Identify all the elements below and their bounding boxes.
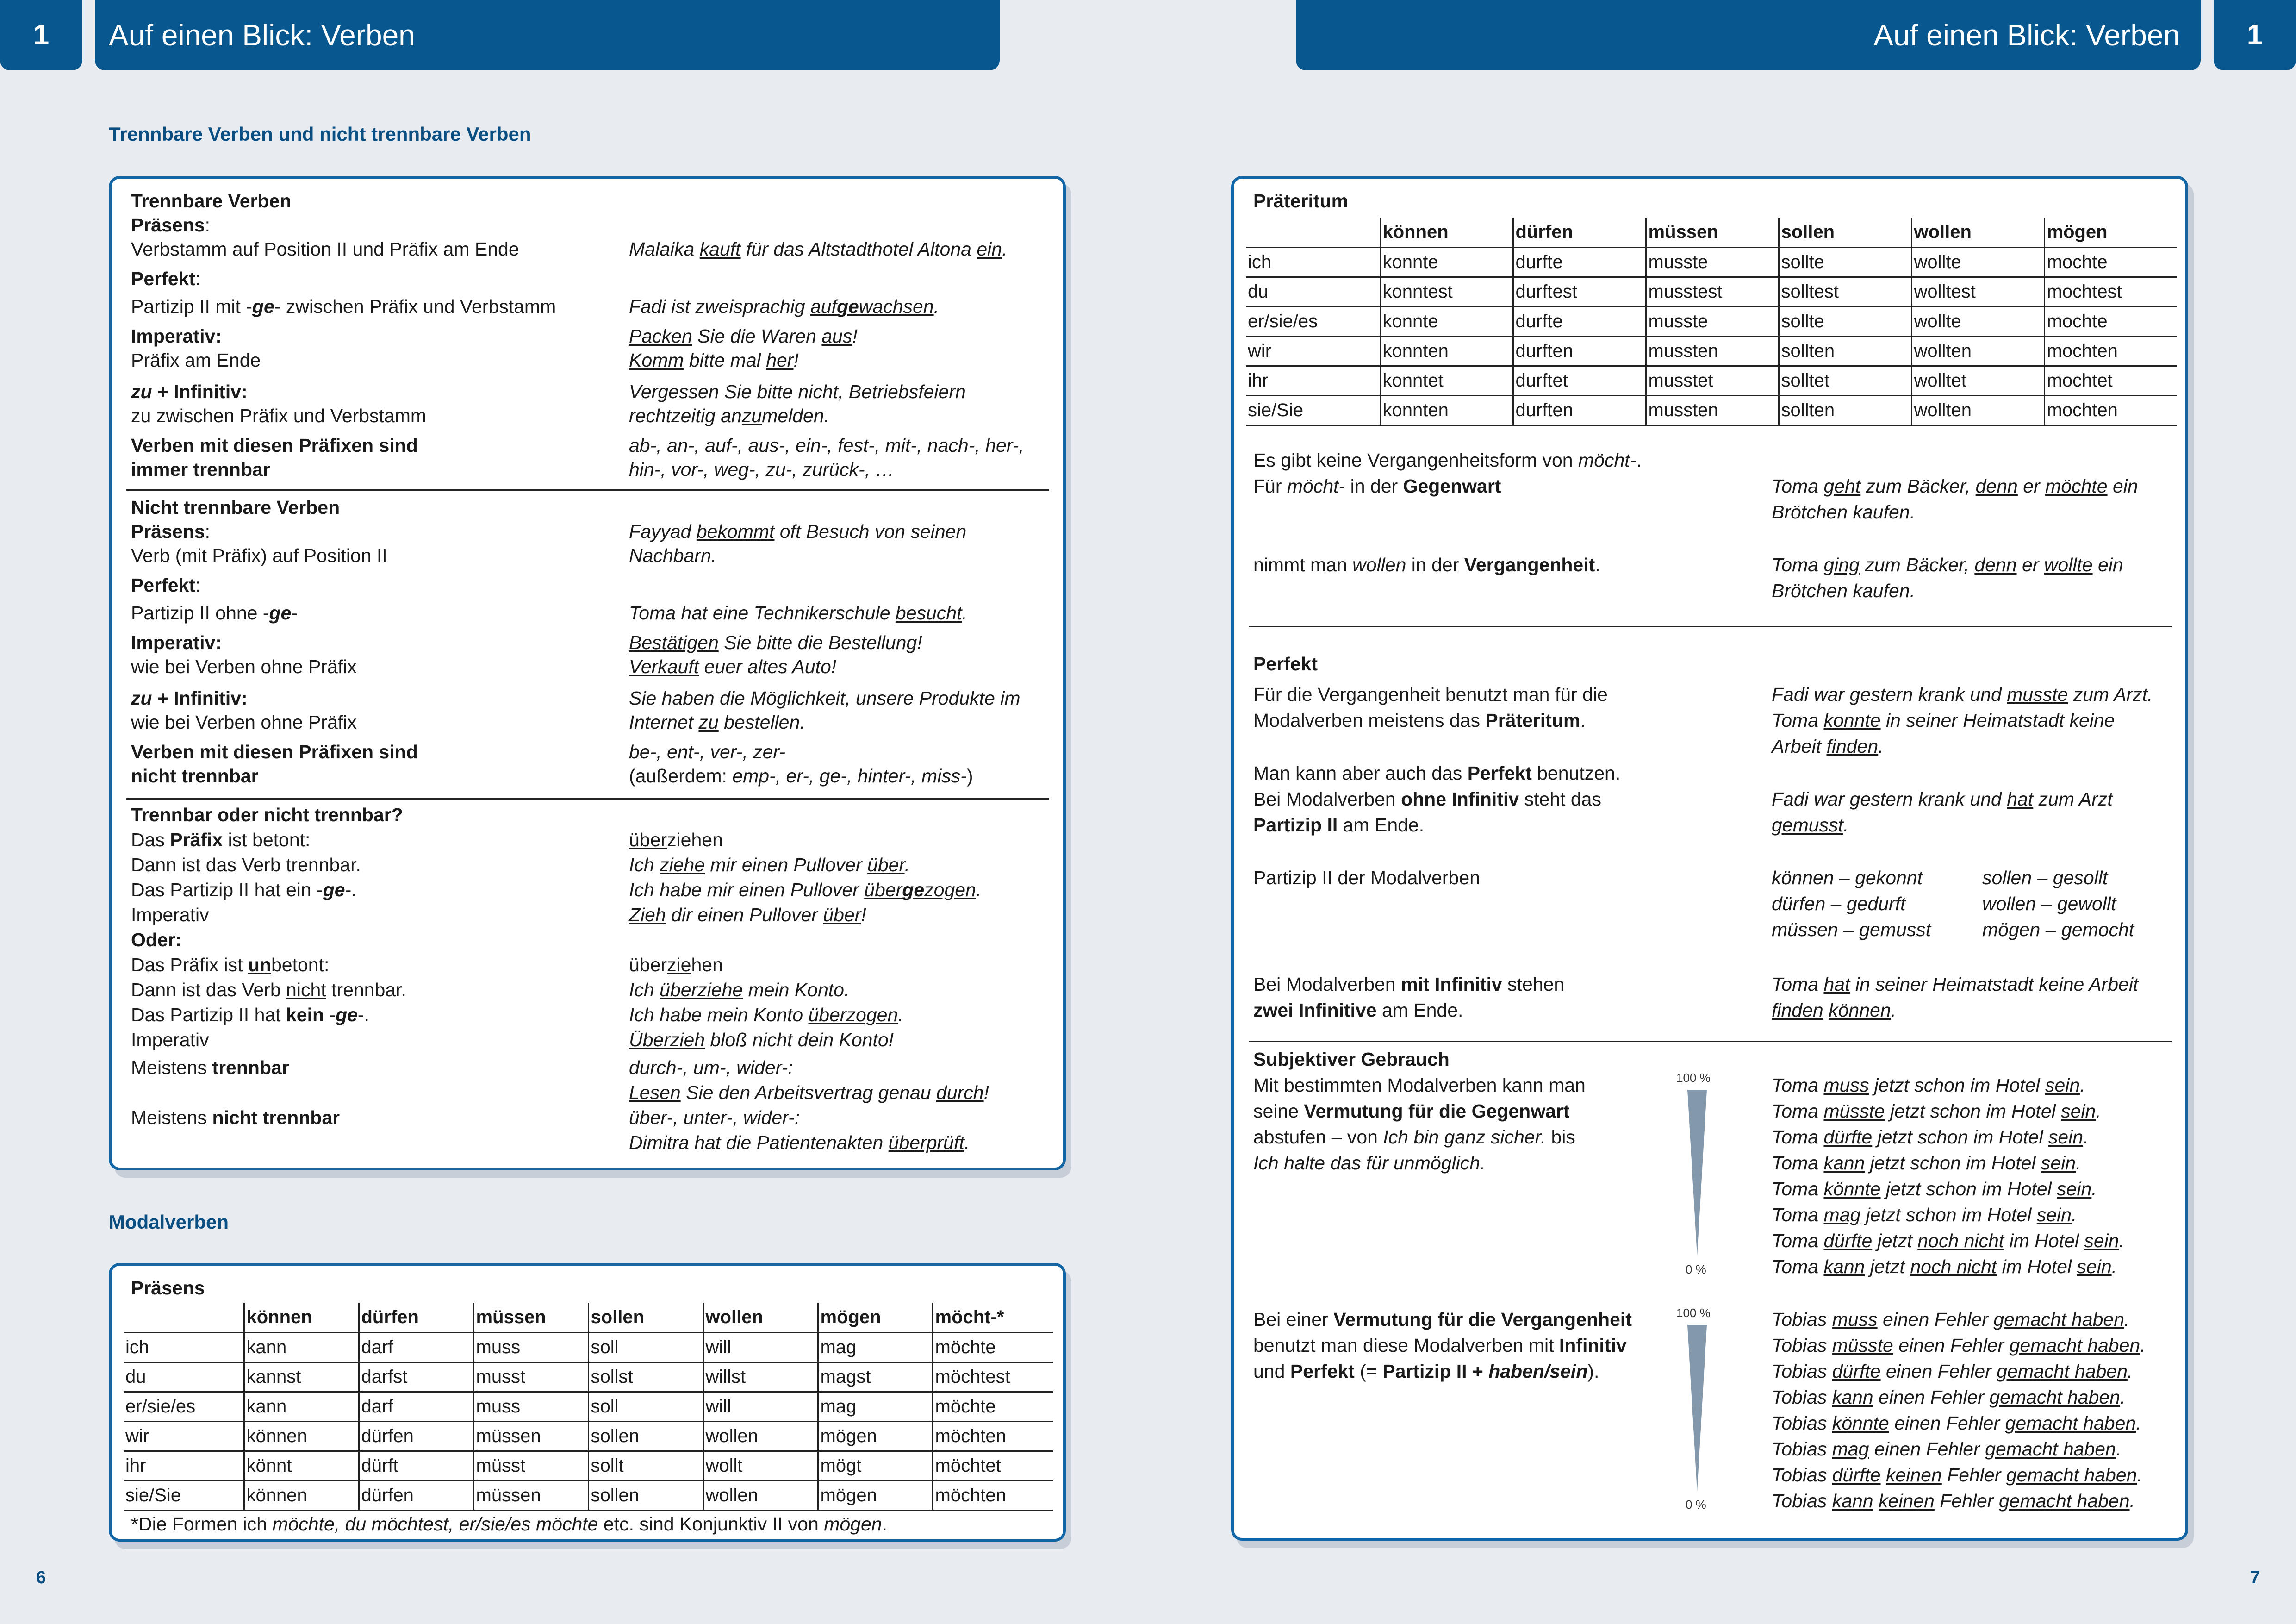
perfekt-title: Perfekt — [1253, 653, 1318, 675]
praesens-table-cell: müssen — [473, 1480, 588, 1510]
subjektiv-s4: Ich halte das für unmöglich. — [1253, 1152, 1486, 1174]
praesens-table-header-cell: wollen — [703, 1303, 818, 1332]
oder-r8: Überzieh bloß nicht dein Konto! — [629, 1029, 894, 1050]
praeteritum-table-cell: mochten — [2044, 395, 2177, 425]
example-imperativ-1: Packen Sie die Waren aus! — [629, 325, 858, 347]
praesens-table-cell: dürft — [359, 1451, 473, 1480]
label-perfekt: Perfekt — [131, 268, 196, 289]
praesens-table-cell: können — [244, 1480, 359, 1510]
praeteritum-table-header-row — [1246, 218, 2177, 247]
praeteritum-table-cell: sollten — [1779, 336, 1911, 366]
certainty-wedge-past — [1687, 1325, 1707, 1492]
oder-r7: Ich habe mein Konto überzogen. — [629, 1004, 903, 1025]
praesens-table-cell: müssen — [473, 1421, 588, 1451]
praeteritum-table-cell: mochten — [2044, 336, 2177, 366]
divider-2 — [126, 798, 1049, 800]
rule-zu-infinitiv: zu zwischen Präfix und Verbstamm — [131, 405, 427, 426]
example-sentence: Tobias dürfte keinen Fehler gemacht haben. — [1772, 1464, 2142, 1486]
oder-l7: Das Partizip II hat kein -ge-. — [131, 1004, 369, 1025]
section-title-trennbar: Trennbare Verben und nicht trennbare Verben — [109, 123, 531, 145]
praesens-table-cell: willst — [703, 1362, 818, 1392]
perfekt-p6: Partizip II der Modalverben — [1253, 867, 1480, 888]
praesens-table-cell: wollen — [703, 1480, 818, 1510]
praesens-table-row — [124, 1451, 1053, 1480]
gauge-1-bottom-label: 0 % — [1686, 1262, 1706, 1276]
moecht-ex2-2: Brötchen kaufen. — [1772, 580, 1915, 601]
partizip-sollen: sollen – gesollt — [1982, 867, 2108, 888]
praeteritum-table-cell: konntet — [1380, 366, 1513, 395]
example-sentence: Tobias dürfte einen Fehler gemacht haben. — [1772, 1361, 2133, 1382]
perfekt-p5: Partizip II am Ende. — [1253, 814, 1425, 836]
praesens-table — [124, 1303, 1053, 1511]
section-title-modalverben: Modalverben — [109, 1211, 229, 1233]
prefixes-trennbar-2: hin-, vor-, weg-, zu-, zurück-, … — [629, 459, 895, 480]
moecht-ex1-2: Brötchen kaufen. — [1772, 501, 1915, 523]
subjektiv-title: Subjektiver Gebrauch — [1253, 1049, 1450, 1070]
praesens-table-cell: sollen — [588, 1421, 703, 1451]
moecht-l1: Es gibt keine Vergangenheitsform von möcht-. — [1253, 450, 1642, 471]
praesens-table-cell: muss — [473, 1332, 588, 1362]
header-title-right: Auf einen Blick: Verben — [1873, 19, 2180, 52]
praeteritum-table-cell: konnte — [1380, 247, 1513, 277]
partizip-duerfen: dürfen – gedurft — [1772, 893, 1906, 914]
subjektiv-v2: benutzt man diese Modalverben mit Infinitiv — [1253, 1335, 1627, 1356]
label-prefixes-nt-1: Verben mit diesen Präfixen sind — [131, 741, 418, 762]
praesens-table-cell: wollen — [703, 1421, 818, 1451]
oder-l1: Das Präfix ist betont: — [131, 829, 311, 850]
subjektiv-v1: Bei einer Vermutung für die Vergangenheit — [1253, 1309, 1632, 1330]
praeteritum-table-cell: mochtest — [2044, 277, 2177, 306]
example-sentence: Tobias müsste einen Fehler gemacht haben. — [1772, 1335, 2146, 1356]
praeteritum-table-cell: mochte — [2044, 306, 2177, 336]
right-box — [1231, 176, 2188, 1541]
praeteritum-table-row — [1246, 336, 2177, 366]
label-imperativ: Imperativ: — [131, 325, 222, 347]
rule-praesens-nt: Verb (mit Präfix) auf Position II — [131, 545, 387, 566]
praeteritum-table-cell: wollten — [1911, 336, 2044, 366]
label-praesens: Präsens — [131, 214, 205, 236]
oder-l4: Imperativ — [131, 904, 209, 925]
example-sentence: Toma dürfte jetzt schon im Hotel sein. — [1772, 1126, 2089, 1148]
praesens-table-header-cell — [124, 1303, 244, 1332]
rule-praesens: Verbstamm auf Position II und Präfix am Ende — [131, 238, 519, 260]
divider-4 — [1249, 1041, 2172, 1042]
praesens-table-cell: kann — [244, 1392, 359, 1421]
praeteritum-table-header-cell: müssen — [1646, 218, 1779, 247]
partizip-muessen: müssen – gemusst — [1772, 919, 1931, 940]
moecht-ex1: Toma geht zum Bäcker, denn er möchte ein — [1772, 475, 2138, 497]
oder-r1: überziehen — [629, 829, 723, 850]
praeteritum-table-cell: wollten — [1911, 395, 2044, 425]
perfekt-x5: gemusst. — [1772, 814, 1849, 836]
prefixes-nt-1: be-, ent-, ver-, zer- — [629, 741, 785, 762]
praesens-table-header-cell: dürfen — [359, 1303, 473, 1332]
praesens-table-cell: kann — [244, 1332, 359, 1362]
gegenwart-examples — [1772, 1072, 2179, 1280]
praesens-table-cell: will — [703, 1392, 818, 1421]
subjektiv-s3: abstufen – von Ich bin ganz sicher. bis — [1253, 1126, 1575, 1148]
praesens-table-cell: du — [124, 1362, 244, 1392]
example-zu-infinitiv-1: Vergessen Sie bitte nicht, Betriebsfeiern — [629, 381, 966, 402]
praesens-table-cell: darf — [359, 1392, 473, 1421]
praeteritum-table-cell: wollte — [1911, 247, 2044, 277]
example-sentence: Tobias kann einen Fehler gemacht haben. — [1772, 1387, 2126, 1408]
oder-r4: Zieh dir einen Pullover über! — [629, 904, 866, 925]
oder-r2: Ich ziehe mir einen Pullover über. — [629, 854, 910, 875]
praesens-table-header-cell: müssen — [473, 1303, 588, 1332]
praesens-table-cell: sollst — [588, 1362, 703, 1392]
heading-trennbar-oder-nicht: Trennbar oder nicht trennbar? — [131, 804, 403, 825]
praesens-table-header-cell: mögen — [818, 1303, 933, 1332]
praesens-table-cell: ihr — [124, 1451, 244, 1480]
praesens-table-cell: will — [703, 1332, 818, 1362]
vergangenheit-examples — [1772, 1306, 2179, 1514]
praesens-table-cell: wollt — [703, 1451, 818, 1480]
praeteritum-table-header-cell: wollen — [1911, 218, 2044, 247]
page-number-left: 6 — [36, 1568, 46, 1587]
praeteritum-table-header-cell — [1246, 218, 1380, 247]
heading-trennbare-verben: Trennbare Verben — [131, 190, 292, 212]
example-zu-infinitiv-nt-1: Sie haben die Möglichkeit, unsere Produkte im — [629, 687, 1020, 709]
perfekt-x1: Fadi war gestern krank und musste zum Arzt. — [1772, 684, 2153, 705]
praesens-table-row — [124, 1332, 1053, 1362]
label-perfekt-nt: Perfekt — [131, 575, 196, 596]
praesens-table-row — [124, 1421, 1053, 1451]
praeteritum-table-cell: mussten — [1646, 336, 1779, 366]
example-zu-infinitiv-2: rechtzeitig anzumelden. — [629, 405, 830, 426]
example-sentence: Toma könnte jetzt schon im Hotel sein. — [1772, 1178, 2097, 1199]
praeteritum-table-cell: ich — [1246, 247, 1380, 277]
example-sentence: Tobias könnte einen Fehler gemacht haben. — [1772, 1412, 2141, 1434]
perfekt-p2: Modalverben meistens das Präteritum. — [1253, 710, 1586, 731]
praeteritum-table-cell: sie/Sie — [1246, 395, 1380, 425]
praeteritum-table-cell: mochtet — [2044, 366, 2177, 395]
praeteritum-table-cell: er/sie/es — [1246, 306, 1380, 336]
example-sentence: Toma mag jetzt schon im Hotel sein. — [1772, 1204, 2077, 1225]
prefixes-nt-2: (außerdem: emp-, er-, ge-, hinter-, miss-) — [629, 765, 973, 787]
praesens-table-cell: möchte — [933, 1392, 1053, 1421]
label-zu-infinitiv: zu + Infinitiv: — [131, 381, 248, 402]
praeteritum-table-cell: durfte — [1513, 247, 1646, 277]
header-bar-left — [95, 0, 1000, 70]
perfekt-p7: Bei Modalverben mit Infinitiv stehen — [1253, 974, 1565, 995]
praesens-table-cell: müsst — [473, 1451, 588, 1480]
praesens-table-cell: soll — [588, 1392, 703, 1421]
praeteritum-table-title: Präteritum — [1253, 190, 1349, 212]
subjektiv-v3: und Perfekt (= Partizip II + haben/sein). — [1253, 1361, 1599, 1382]
oder-l2: Dann ist das Verb trennbar. — [131, 854, 361, 875]
praeteritum-table-cell: musste — [1646, 247, 1779, 277]
rule-zu-infinitiv-nt: wie bei Verben ohne Präfix — [131, 712, 357, 733]
praeteritum-table-cell: durftet — [1513, 366, 1646, 395]
praesens-table-cell: ich — [124, 1332, 244, 1362]
chapter-number-right: 1 — [2214, 0, 2296, 70]
praeteritum-table-cell: musste — [1646, 306, 1779, 336]
praeteritum-table-row — [1246, 395, 2177, 425]
perfekt-x6: Toma hat in seiner Heimatstadt keine Arbeit — [1772, 974, 2139, 995]
example-sentence: Tobias kann keinen Fehler gemacht haben. — [1772, 1490, 2135, 1512]
praeteritum-table-cell: sollte — [1779, 247, 1911, 277]
perfekt-p8: zwei Infinitive am Ende. — [1253, 999, 1463, 1021]
rule-imperativ: Präfix am Ende — [131, 350, 261, 371]
praesens-table-cell: möchtet — [933, 1451, 1053, 1480]
example-praesens: Malaika kauft für das Altstadthotel Altona ein. — [629, 238, 1008, 260]
oder-r3: Ich habe mir einen Pullover übergezogen. — [629, 879, 982, 900]
praesens-table-cell: soll — [588, 1332, 703, 1362]
divider-1 — [126, 489, 1049, 491]
oder-m1: Meistens trennbar — [131, 1057, 289, 1078]
example-sentence: Toma dürfte jetzt noch nicht im Hotel sein. — [1772, 1230, 2124, 1251]
praeteritum-table-cell: du — [1246, 277, 1380, 306]
praeteritum-table-cell: solltet — [1779, 366, 1911, 395]
oder-l8: Imperativ — [131, 1029, 209, 1050]
oder-r6: Ich überziehe mein Konto. — [629, 979, 850, 1000]
example-sentence: Toma kann jetzt noch nicht im Hotel sein. — [1772, 1256, 2117, 1277]
moecht-l3: nimmt man wollen in der Vergangenheit. — [1253, 554, 1600, 575]
oder-l3: Das Partizip II hat ein -ge-. — [131, 879, 357, 900]
example-imperativ-nt-2: Verkauft euer altes Auto! — [629, 656, 837, 677]
label-prefixes-nt-2: nicht trennbar — [131, 765, 259, 787]
example-imperativ-nt-1: Bestätigen Sie bitte die Bestellung! — [629, 632, 922, 653]
oder-r10: Lesen Sie den Arbeitsvertrag genau durch! — [629, 1082, 989, 1103]
praesens-table-cell: sollt — [588, 1451, 703, 1480]
header-title-left: Auf einen Blick: Verben — [109, 19, 415, 52]
partizip-moegen: mögen – gemocht — [1982, 919, 2134, 940]
example-sentence: Tobias mag einen Fehler gemacht haben. — [1772, 1438, 2122, 1460]
oder-r11: über-, unter-, wider-: — [629, 1107, 800, 1128]
praeteritum-table-row — [1246, 277, 2177, 306]
praesens-table-cell: darfst — [359, 1362, 473, 1392]
praeteritum-table-row — [1246, 366, 2177, 395]
label-imperativ-nt: Imperativ: — [131, 632, 222, 653]
praesens-table-cell: könnt — [244, 1451, 359, 1480]
praeteritum-table-cell: musstet — [1646, 366, 1779, 395]
praeteritum-table-cell: durften — [1513, 395, 1646, 425]
praesens-table-cell: dürfen — [359, 1421, 473, 1451]
praesens-table-row — [124, 1480, 1053, 1510]
praesens-table-cell: mögen — [818, 1421, 933, 1451]
praesens-table-row — [124, 1392, 1053, 1421]
praesens-table-row — [124, 1362, 1053, 1392]
praeteritum-table-row — [1246, 306, 2177, 336]
praesens-table-cell: möchtest — [933, 1362, 1053, 1392]
praesens-table-cell: möchte — [933, 1332, 1053, 1362]
praesens-table-cell: mögt — [818, 1451, 933, 1480]
praeteritum-table-cell: solltest — [1779, 277, 1911, 306]
label-praesens-nt: Präsens — [131, 521, 205, 542]
praesens-table-cell: kannst — [244, 1362, 359, 1392]
praesens-table-header-cell: möcht-* — [933, 1303, 1053, 1332]
praesens-table-title: Präsens — [131, 1277, 205, 1299]
praesens-table-cell: wir — [124, 1421, 244, 1451]
praeteritum-table-header-cell: sollen — [1779, 218, 1911, 247]
praesens-table-cell: sollen — [588, 1480, 703, 1510]
praesens-table-cell: dürfen — [359, 1480, 473, 1510]
oder-m2: Meistens nicht trennbar — [131, 1107, 340, 1128]
praeteritum-table-cell: sollten — [1779, 395, 1911, 425]
praesens-table-cell: mag — [818, 1392, 933, 1421]
praesens-table-cell: möchten — [933, 1480, 1053, 1510]
example-perfekt: Fadi ist zweisprachig aufgewachsen. — [629, 296, 940, 317]
certainty-wedge-present — [1687, 1090, 1707, 1256]
praeteritum-table-cell: wolltest — [1911, 277, 2044, 306]
praesens-table-cell: sie/Sie — [124, 1480, 244, 1510]
praesens-table-cell: können — [244, 1421, 359, 1451]
oder-r12: Dimitra hat die Patientenakten überprüft. — [629, 1132, 970, 1153]
partizip-koennen: können – gekonnt — [1772, 867, 1923, 888]
example-praesens-nt-2: Nachbarn. — [629, 545, 717, 566]
praesens-table-cell: darf — [359, 1332, 473, 1362]
subjektiv-s1: Mit bestimmten Modalverben kann man — [1253, 1074, 1586, 1096]
example-sentence: Tobias muss einen Fehler gemacht haben. — [1772, 1309, 2130, 1330]
rule-perfekt: Partizip II mit -ge- zwischen Präfix und Verbstamm — [131, 296, 556, 317]
praesens-table-cell: magst — [818, 1362, 933, 1392]
perfekt-p4: Bei Modalverben ohne Infinitiv steht das — [1253, 788, 1601, 810]
praesens-table-cell: mögen — [818, 1480, 933, 1510]
example-perfekt-nt: Toma hat eine Technikerschule besucht. — [629, 602, 967, 624]
praeteritum-table-cell: sollte — [1779, 306, 1911, 336]
praeteritum-table-cell: konnte — [1380, 306, 1513, 336]
praesens-table-note: *Die Formen ich möchte, du möchtest, er/sie/es möchte etc. sind Konjunktiv II von mögen. — [131, 1513, 887, 1535]
praeteritum-table-cell: musstest — [1646, 277, 1779, 306]
partizip-wollen: wollen – gewollt — [1982, 893, 2116, 914]
page-number-right: 7 — [2250, 1568, 2260, 1587]
praesens-table-header-cell: sollen — [588, 1303, 703, 1332]
oder-label: Oder: — [131, 929, 182, 950]
praeteritum-table-cell: konnten — [1380, 336, 1513, 366]
perfekt-p1: Für die Vergangenheit benutzt man für die — [1253, 684, 1608, 705]
oder-l5: Das Präfix ist unbetont: — [131, 954, 330, 975]
trennbar-box: Trennbare Verben Präsens: Verbstamm auf Position II und Präfix am Ende Malaika kauft für das Altstadthotel Altona ein. Perfekt: Partizip II mit -ge- zwischen Präfix und Verbstamm Fadi ist zweisprachig aufgewachsen. Imperativ: Präfix am Ende Packen Sie die Waren aus! Komm bitte mal her! zu + Infinitiv: zu zwischen Präfix und Verbstamm Vergessen Sie bitte nicht, Betriebsfeiern rechtzeitig anzumelden. Verben mit diesen Präfixen sind immer trennbar ab-, an-, auf-, aus-, ein-, fest-, mit-, nach-, her-, hin-, vor-, weg-, zu-, zurück-, … Nicht trennbare Verben Präsens: Verb (mit Präfix) auf Position II Fayyad bekommt oft Besuch von seinen Nachbarn. Perfekt: Partizip II ohne -ge- Toma hat eine Technikerschule besucht. Imperativ: wie bei Verben ohne Präfix Bestätigen Sie bitte die Bestellung! Verkauft euer altes Auto! zu + Infinitiv: wie bei Verben ohne Präfix Sie haben die Möglichkeit, unsere Produkte im Internet zu bestellen. Verben mit diesen Präfixen sind nicht trennbar be-, ent-, ver-, zer- (außerdem: emp-, er-, ge-, hinter-, miss-) Trennbar oder nicht trennbar? Das Präfix ist betont: Dann ist das Verb trennbar. Das Partizip II hat ein -ge-. Imperativ Oder: Das Präfix ist unbetont: Dann ist das Verb nicht trennbar. Das Partizip II hat kein -ge-. Imperativ Meistens trennbar Meistens nicht trennbar überziehen Ich ziehe mir einen Pullover über. Ich habe mir einen Pullover übergezogen. Zieh dir einen Pullover über! überziehen Ich überziehe mein Konto. Ich habe mein Konto überzogen. Überzieh bloß nicht dein Konto! durch-, um-, wider-: Lesen Sie den Arbeitsvertrag genau durch! über-, unter-, wider-: Dimitra hat die Patientenakten überprüft. — [109, 176, 1066, 1170]
praesens-table-cell: mag — [818, 1332, 933, 1362]
label-zu-infinitiv-nt: zu + Infinitiv: — [131, 687, 248, 709]
perfekt-x3: Arbeit finden. — [1772, 736, 1884, 757]
praeteritum-table-header-cell: mögen — [2044, 218, 2177, 247]
praeteritum-table-row — [1246, 247, 2177, 277]
subjektiv-s2: seine Vermutung für die Gegenwart — [1253, 1100, 1570, 1122]
gauge-2-top-label: 100 % — [1676, 1306, 1711, 1320]
oder-r5: überziehen — [629, 954, 723, 975]
praeteritum-table-cell: mussten — [1646, 395, 1779, 425]
header-bar-right — [1296, 0, 2201, 70]
label-prefixes-trennbar-2: immer trennbar — [131, 459, 270, 480]
example-sentence: Toma müsste jetzt schon im Hotel sein. — [1772, 1100, 2101, 1122]
example-imperativ-2: Komm bitte mal her! — [629, 350, 799, 371]
heading-nicht-trennbare-verben: Nicht trennbare Verben — [131, 497, 340, 518]
oder-l6: Dann ist das Verb nicht trennbar. — [131, 979, 406, 1000]
perfekt-p3: Man kann aber auch das Perfekt benutzen. — [1253, 762, 1621, 784]
example-sentence: Toma kann jetzt schon im Hotel sein. — [1772, 1152, 2081, 1174]
praeteritum-table-cell: wir — [1246, 336, 1380, 366]
moecht-l2: Für möcht- in der Gegenwart — [1253, 475, 1501, 497]
moecht-ex2: Toma ging zum Bäcker, denn er wollte ein — [1772, 554, 2123, 575]
praesens-table-header-row — [124, 1303, 1053, 1332]
praeteritum-table-header-cell: dürfen — [1513, 218, 1646, 247]
praesens-table-cell: muss — [473, 1392, 588, 1421]
praeteritum-table-cell: konnten — [1380, 395, 1513, 425]
praesens-table-cell: er/sie/es — [124, 1392, 244, 1421]
praeteritum-table-cell: konntest — [1380, 277, 1513, 306]
chapter-number-left: 1 — [0, 0, 82, 70]
praeteritum-table-cell: ihr — [1246, 366, 1380, 395]
praeteritum-table-cell: mochte — [2044, 247, 2177, 277]
oder-r9: durch-, um-, wider-: — [629, 1057, 793, 1078]
praesens-table-cell: musst — [473, 1362, 588, 1392]
praeteritum-table-cell: wollte — [1911, 306, 2044, 336]
gauge-2-bottom-label: 0 % — [1686, 1498, 1706, 1512]
perfekt-x4: Fadi war gestern krank und hat zum Arzt — [1772, 788, 2113, 810]
praeteritum-table — [1246, 218, 2177, 426]
rule-perfekt-nt: Partizip II ohne -ge- — [131, 602, 298, 624]
example-sentence: Toma muss jetzt schon im Hotel sein. — [1772, 1074, 2085, 1096]
praesens-table-cell: möchten — [933, 1421, 1053, 1451]
rule-imperativ-nt: wie bei Verben ohne Präfix — [131, 656, 357, 677]
praeteritum-table-cell: durften — [1513, 336, 1646, 366]
praeteritum-table-cell: wolltet — [1911, 366, 2044, 395]
gauge-1-top-label: 100 % — [1676, 1071, 1711, 1085]
praeteritum-table-cell: durfte — [1513, 306, 1646, 336]
example-praesens-nt-1: Fayyad bekommt oft Besuch von seinen — [629, 521, 967, 542]
divider-3 — [1249, 626, 2172, 627]
perfekt-x2: Toma konnte in seiner Heimatstadt keine — [1772, 710, 2115, 731]
perfekt-x7: finden können. — [1772, 999, 1897, 1021]
prefixes-trennbar-1: ab-, an-, auf-, aus-, ein-, fest-, mit-, nach-, her-, — [629, 435, 1024, 456]
label-prefixes-trennbar-1: Verben mit diesen Präfixen sind — [131, 435, 418, 456]
example-zu-infinitiv-nt-2: Internet zu bestellen. — [629, 712, 805, 733]
praesens-table-header-cell: können — [244, 1303, 359, 1332]
praeteritum-table-cell: durftest — [1513, 277, 1646, 306]
praeteritum-table-header-cell: können — [1380, 218, 1513, 247]
praesens-table-box — [109, 1263, 1066, 1542]
